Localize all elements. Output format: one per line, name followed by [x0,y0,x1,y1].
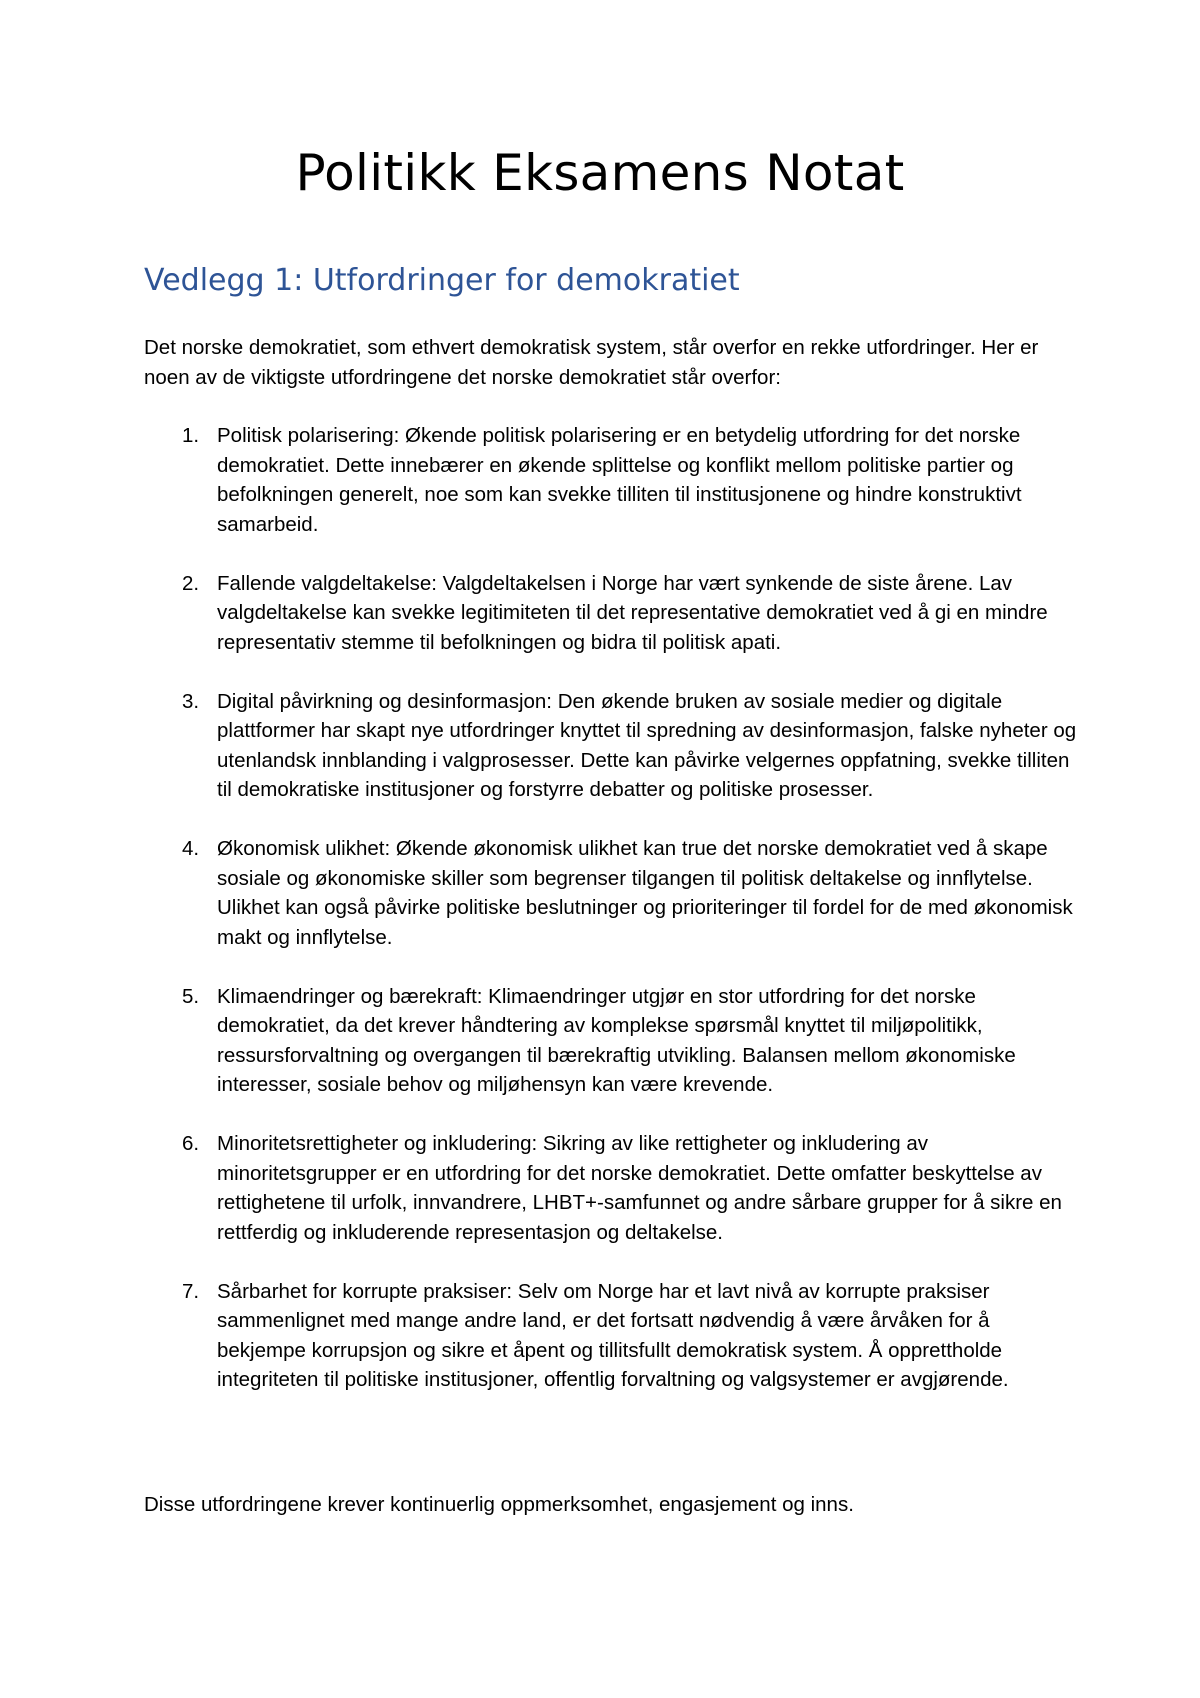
closing-paragraph: Disse utfordringene krever kontinuerlig oppmerksomhet, engasjement og inns. [144,1493,854,1516]
list-item-number: 3. [182,689,200,713]
list-item-text: Klimaendringer og bærekraft: Klimaendringer utgjør en stor utfordring for det norske demokratiet, da det krever håndtering av komplekse spørsmål knyttet til miljøpolitikk, ressursforvaltning og overgangen til bærekraftig utvikling. Balansen mellom økonomiske interesser, sosiale behov og miljøhensyn kan være krevende. [217,984,1016,1096]
list-item [144,569,1079,658]
list-item-number: 4. [182,837,200,860]
list-item [144,687,1079,805]
challenges-list [144,421,1079,1424]
list-item-text: Fallende valgdeltakelse: Valgdeltakelsen i Norge har vært synkende de siste årene. Lav valgdeltakelse kan svekke legitimiteten til det representative demokratiet ved å gi en mindre representativ stemme til befolkningen og bidra til politisk apati. [217,571,1048,654]
list-item-number: 5. [182,984,200,1008]
list-item-text: Økonomisk ulikhet: Økende økonomisk ulikhet kan true det norske demokratiet ved å skape sosiale og økonomiske skiller som begrenser tilgangen til politisk deltakelse og innflytelse. Ulikhet kan også påvirke politiske beslutninger og prioriteringer til fordel for de med økonomisk makt og innflytelse. [217,837,1073,949]
list-item [144,1129,1079,1247]
list-item-number: 1. [182,424,200,447]
list-item-text: Politisk polarisering: Økende politisk polarisering er en betydelig utfordring for det norske demokratiet. Dette innebærer en økende splittelse og konflikt mellom politiske partier og befolkningen generelt, noe som kan svekke tilliten til institusjonene og hindre konstruktivt samarbeid. [217,424,1022,536]
list-item-text: Digital påvirkning og desinformasjon: Den økende bruken av sosiale medier og digitale plattformer har skapt nye utfordringer knyttet til spredning av desinformasjon, falske nyheter og utenlandsk innblanding i valgprosesser. Dette kan påvirke velgernes oppfatning, svekke tilliten til demokratiske institusjoner og forstyrre debatter og politiske prosesser. [217,689,1077,801]
list-item-number: 2. [182,571,200,595]
list-item [144,421,1079,539]
list-item-number: 6. [182,1132,200,1155]
document-title: Politikk Eksamens Notat [295,144,905,202]
list-item-text: Minoritetsrettigheter og inkludering: Sikring av like rettigheter og inkludering av minoritetsgrupper er en utfordring for det norske demokratiet. Dette omfatter beskyttelse av rettighetene til urfolk, innvandrere, LHBT+-samfunnet og andre sårbare grupper for å sikre en rettferdig og inkluderende representasjon og deltakelse. [217,1132,1062,1244]
list-item [144,1277,1079,1395]
list-item [144,982,1079,1100]
list-item-number: 7. [182,1279,200,1303]
intro-paragraph: Det norske demokratiet, som ethvert demokratisk system, står overfor en rekke utfordringer. Her er noen av de viktigste utfordringene det norske demokratiet står overfor: [144,336,1039,389]
section-heading: Vedlegg 1: Utfordringer for demokratiet [144,263,740,298]
list-item [144,834,1079,952]
list-item-text: Sårbarhet for korrupte praksiser: Selv om Norge har et lavt nivå av korrupte praksiser sammenlignet med mange andre land, er det fortsatt nødvendig å være årvåken for å bekjempe korrupsjon og sikre et åpent og tillitsfullt demokratisk system. Å opprettholde integriteten til politiske institusjoner, offentlig forvaltning og valgsystemer er avgjørende. [217,1279,1009,1391]
